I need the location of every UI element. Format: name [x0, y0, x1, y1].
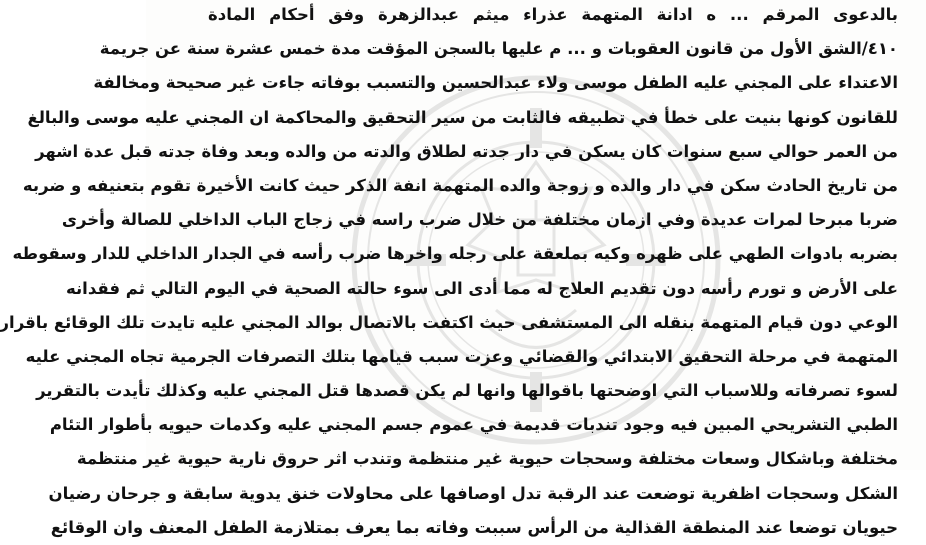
text-line-12: لسوء تصرفاته وللاسباب التي اوضحتها باقوالها وانها لم يكن قصدها قتل المجني عليه وكذلك تأيدت بالتقرير: [36, 381, 898, 401]
text-line-14: مختلفة وباشكال وسعات مختلفة وسحجات حيوية غير منتظمة وتندب اثر حروق نارية حيوية غير منتظمة: [76, 449, 898, 469]
text-line-2: ٤١٠/الشق الأول من قانون العقوبات و ... م عليها بالسجن المؤقت مدة خمس عشرة سنة عن جريمة: [99, 39, 898, 59]
text-line-15: الشكل وسحجات اظفرية توضعت عند الرقبة تدل اوصافها على محاولات خنق يدوية سابقة و جرحان رضيان: [48, 483, 898, 503]
text-line-5: من العمر حوالي سبع سنوات كان يسكن في دار جدته لطلاق والدته من والده وبعد وفاة جدته قبل عدة اشهر: [35, 141, 898, 161]
text-line-4: للقانون كونها بنيت على خطأ في تطبيقه فالثابت من سير التحقيق والمحاكمة ان المجني عليه موسى والبالغ: [27, 107, 898, 127]
text-line-6: من تاريخ الحادث سكن في دار والده و زوجة والده المتهمة انفة الذكر حيث كانت الأخيرة تقوم بتعنيفه و ضربه: [22, 175, 898, 195]
text-line-10: الوعي دون قيام المتهمة بنقله الى المستشفى حيث اكتفت بالاتصال بوالد المجني عليه تايدت تلك الوقائع باقرار: [0, 312, 898, 332]
text-line-7: ضربا مبرحا لمرات عديدة وفي ازمان مختلفة من خلال ضرب راسه في زجاج الباب الداخلي للصالة وأخرى: [61, 210, 898, 230]
text-line-16: حيويان توضعا عند المنطقة القذالية من الرأس سببت وفاته بما يعرف بمتلازمة الطفل المعنف وان الوقائع: [50, 517, 898, 537]
text-line-13: الطبي التشريحي المبين فيه وجود تندبات قديمة في عموم جسم المجني عليه وكدمات حيويه بأطوار التئام: [49, 415, 898, 435]
text-line-9: على الأرض و تورم رأسه دون تقديم العلاج له مما أدى الى سوء حالته الصحية في اليوم التالي ثم فقدانه: [65, 278, 898, 298]
text-line-11: المتهمة في مرحلة التحقيق الابتدائي والقضائي وعزت سبب قيامها بتلك التصرفات الجرمية تجاه المجني عليه: [25, 346, 898, 366]
text-line-8: بضربه بادوات الطهي على ظهره وكيه بملعقة على رجله واخرها ضرب رأسه في الجدار الداخلي للدار وسقوطه: [12, 244, 898, 264]
text-line-3: الاعتداء على المجني عليه الطفل موسى ولاء عبدالحسين والتسبب بوفاته جاءت غير صحيحة ومخالفة: [93, 73, 898, 93]
text-line-1: بالدعوى المرقم ... ه ادانة المتهمة عذراء ميثم عبدالزهرة وفق أحكام المادة: [208, 5, 898, 24]
